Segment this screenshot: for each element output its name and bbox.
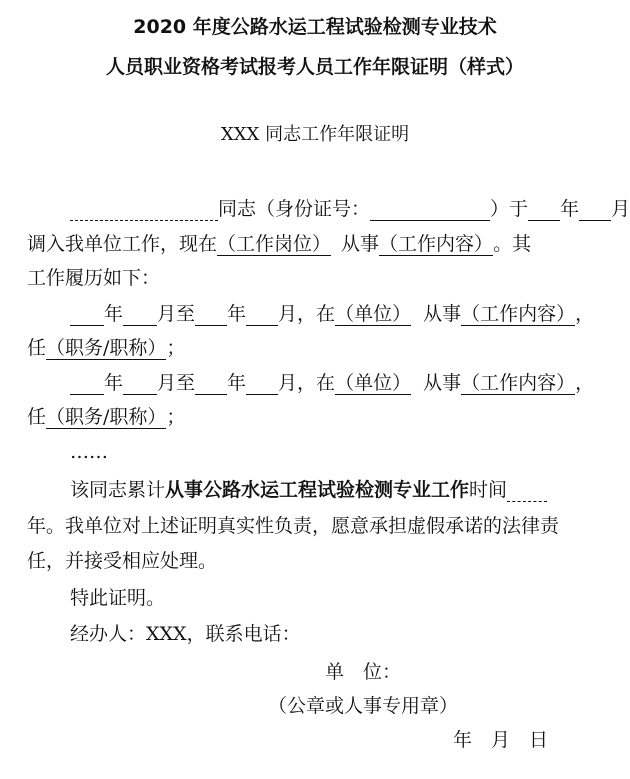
semicolon: ； [166,337,186,359]
document-title-line1: 2020 年度公路水运工程试验检测专业技术 [133,16,497,38]
unit-field: （单位） [335,303,412,325]
end-month-blank [246,372,278,395]
close-paren: ） [490,198,510,220]
signature-unit: 单 位： [325,661,402,683]
para1-line1 [70,196,630,222]
time-label: 时间 [469,479,508,501]
engaged-label: 从事 [423,303,462,325]
start-year-blank [70,303,104,326]
unit-field: （单位） [335,372,412,394]
title-field: （职务/职称） [46,406,167,428]
content-field: （工作内容） [461,303,576,325]
ren-label: 任 [27,406,47,428]
id-label: （身份证号： [256,198,371,220]
id-number-blank [370,198,490,221]
transfer-text: 调入我单位工作，现在 [27,233,218,255]
year-blank [528,198,560,221]
comma: ， [575,303,595,325]
month-blank [579,198,611,221]
yu-label: 于 [509,198,529,220]
para2-line1 [70,477,547,503]
content-field: （工作内容） [461,372,576,394]
end-year-blank [195,303,227,326]
semicolon: ； [166,406,186,428]
year-label: 年 [104,372,124,394]
year-label: 年 [227,303,247,325]
para1-line3: 工作履历如下： [27,267,161,289]
ellipsis: …… [70,441,108,463]
engaged-label: 从事 [341,233,380,255]
content-field: （工作内容） [379,233,494,255]
comrade-label: 同志 [218,198,257,220]
month-at-label: 月，在 [278,303,336,325]
history-entry-2-title [27,404,185,430]
month-to-label: 月至 [157,303,196,325]
history-entry-1 [70,301,594,327]
history-entry-1-title [27,335,185,361]
work-type-bold: 从事公路水运工程试验检测专业工作 [165,479,470,501]
contact-line: 经办人：XXX，联系电话： [70,623,301,645]
document-title-line2: 人员职业资格考试报考人员工作年限证明（样式） [105,56,524,78]
years-blank [507,479,547,502]
history-entry-2 [70,370,594,396]
para2-line3: 任，并接受相应处理。 [27,550,218,572]
end-month-blank [246,303,278,326]
month-to-label: 月至 [157,372,196,394]
para2-line2: 年。我单位对上述证明真实性负责，愿意承担虚假承诺的法律责 [27,515,560,537]
document-subtitle: XXX 同志工作年限证明 [220,124,410,145]
name-blank [70,198,218,221]
period-text: 。其 [493,233,532,255]
para1-line2 [27,231,531,257]
month-at-label: 月，在 [278,372,336,394]
month-label: 月 [611,198,630,220]
ren-label: 任 [27,337,47,359]
year-label: 年 [227,372,247,394]
year-label: 年 [104,303,124,325]
cumulative-label: 该同志累计 [70,479,166,501]
start-month-blank [123,372,157,395]
signature-date: 年 月 日 [453,729,549,751]
start-year-blank [70,372,104,395]
year-label: 年 [560,198,580,220]
title-field: （职务/职称） [46,337,167,359]
comma: ， [575,372,595,394]
engaged-label: 从事 [423,372,462,394]
end-year-blank [195,372,227,395]
signature-seal: （公章或人事专用章） [268,695,459,717]
certify-text: 特此证明。 [70,587,166,609]
start-month-blank [123,303,157,326]
position-field: （工作岗位） [217,233,332,255]
